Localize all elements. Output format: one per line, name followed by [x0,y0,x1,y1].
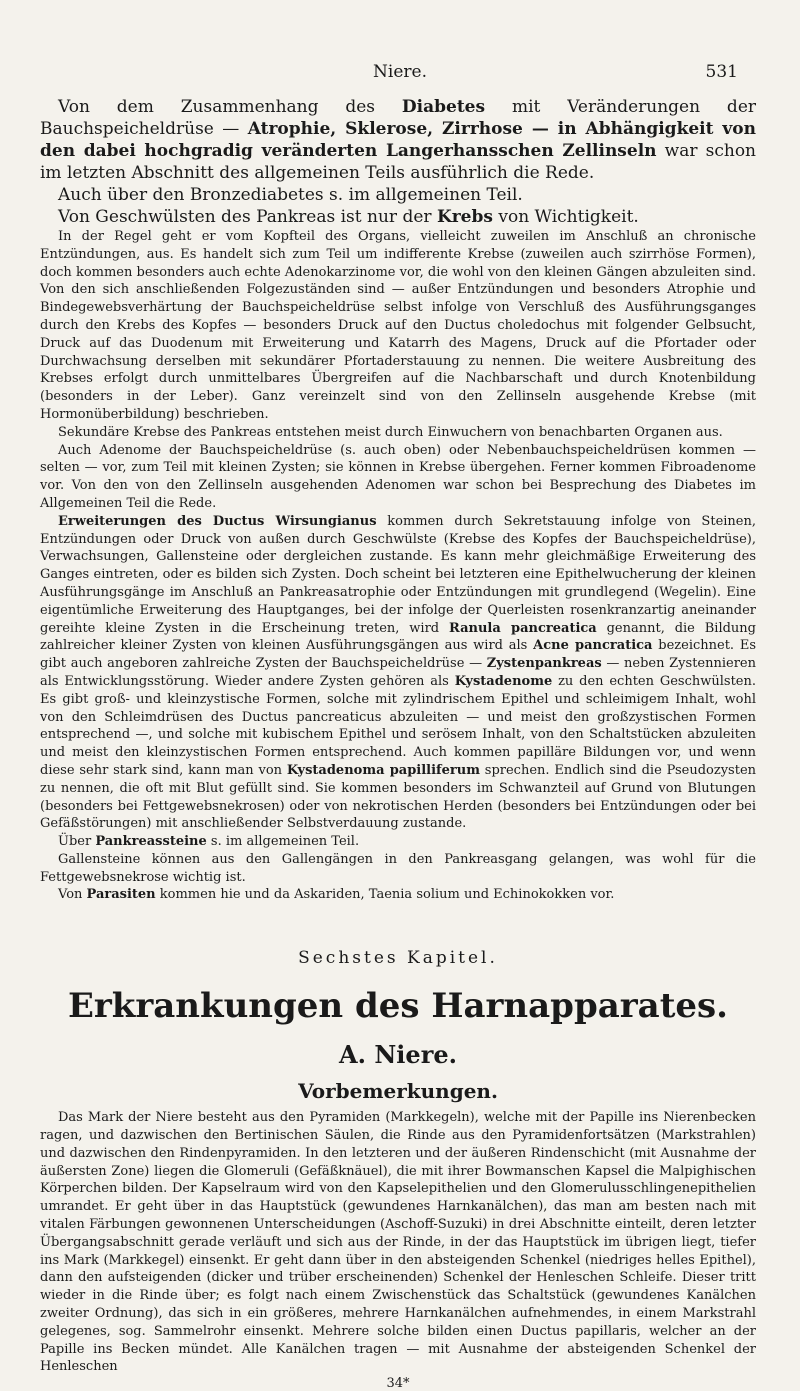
paragraph-erweiterungen: Erweiterungen des Ductus Wirsungianus kommen durch Sekretstauung infolge von Steinen, Entzündungen oder Druck von außen durch Geschwülste (Krebse des Kopfes der Bauchspeicheldrüse), Verwachsungen, Gallensteine oder dergleichen zustande. Es kann mehr gleichmäßige Erweiterung des Ganges eintreten, oder es bilden sich Zysten. Doch scheint bei letzteren eine Epithelwucherung der kleinen Ausführungsgänge im Anschluß an Pankreasatrophie oder Entzündungen mit grundlegend (Wegelin). Eine eigentümliche Erweiterung des Hauptganges, bei der infolge der Querleisten rosenkranzartig aneinander gereihte kleine Zysten in die Erscheinung treten, wird Ranula pancreatica genannt, die Bildung zahlreicher kleiner Zysten von kleinen Ausführungsgängen aus wird als Acne pancratica bezeichnet. Es gibt auch angeboren zahlreiche Zysten der Bauchspeicheldrüse — Zystenpankreas — neben Zystennieren als Entwicklungsstörung. Wieder andere Zysten gehören als Kystadenome zu den echten Geschwülsten. Es gibt groß- und kleinzystische Formen, solche mit zylindrischem Epithel und schleimigem Inhalt, wohl von den Schleimdrüsen des Ductus pancreaticus abzuleiten — und meist den großzystischen Formen entsprechend —, und solche mit kubischem Epithel und serösem Inhalt, von den Schaltstücken abzuleiten und meist den kleinzystischen Formen entsprechend. Auch kommen papilläre Bildungen vor, und wenn diese sehr stark sind, kann man von Kystadenoma papilliferum sprechen. Endlich sind die Pseudozysten zu nennen, die oft mit Blut gefüllt sind. Sie kommen besonders im Schwanzteil auf Grund von Blutungen (besonders bei Fettgewebsnekrosen) oder von nekrotischen Herden (besonders bei Entzündungen oder bei Gefäßstörungen) mit anschließender Selbstverdauung zustande. [40,513,757,832]
paragraph-adenome: Auch Adenome der Bauchspeicheldrüse (s. auch oben) oder Nebenbauchspeicheldrüsen kommen — selten — vor, zum Teil mit kleinen Zysten; sie können in Krebse übergehen. Ferner kommen Fibroadenome vor. Von den von den Zellinseln ausgehenden Adenomen war schon bei Besprechung des Diabetes im Allgemeinen Teil die Rede. [40,442,756,511]
paragraph-niere-anatomie: Das Mark der Niere besteht aus den Pyramiden (Markkegeln), welche mit der Papille ins Nierenbecken ragen, und dazwischen den Bertinischen Säulen, die Rinde aus den Pyramidenfortsätzen (Markstrahlen) und dazwischen den Rindenpyramiden. In den letzteren und der äußeren Rindenschicht (mit Ausnahme der äußersten Zone) liegen die Glomeruli (Gefäßknäuel), die mit ihrer Bowmanschen Kapsel die Malpighischen Körperchen bilden. Der Kapselraum wird von den Kapselepithelien und den Glomerulusschlingenepithelien umrandet. Er geht über in das Hauptstück (gewundenes Harnkanälchen), das man am besten nach mit vitalen Färbungen gewonnenen Unterscheidungen (Aschoff-Suzuki) in drei Abschnitte einteilt, deren letzter Übergangsabschnitt gerade verläuft und sich aus der Rinde, in der das Hauptstück im übrigen liegt, tiefer ins Mark (Markkegel) einsenkt. Er geht dann über in den absteigenden Schenkel (niedriges helles Epithel), dann den aufsteigenden (dicker und trüber erscheinenden) Schenkel der Henleschen Schleife. Dieser tritt wieder in die Rinde über; es folgt nach einem Zwischenstück das Schaltstück (gewundenes Kanälchen zweiter Ordnung), das sich in ein größeres, mehrere Harnkanälchen aufnehmendes, in einem Markstrahl gelegenes, sog. Sammelrohr einsenkt. Mehrere solche bilden einen Ductus papillaris, welcher an der Papille ins Becken mündet. Alle Kanälchen tragen — mit Ausnahme der absteigenden Schenkel der Henleschen [40,1110,756,1375]
signature-mark: 34* [386,1376,410,1391]
subsection-title: Vorbemerkungen. [298,1079,498,1104]
paragraph-geschwuelste: Von Geschwülsten des Pankreas ist nur der Krebs von Wichtigkeit. [58,207,639,227]
paragraph-diabetes: Von dem Zusammenhang des Diabetes mit Veränderungen der Bauchspeicheldrüse — Atrophie, Sklerose, Zirrhose — in Abhängigkeit von den dabei hochgradig veränderten Langerhansschen Zellinseln war schon im letzten Abschnitt des allgemeinen Teils ausführlich die Rede. [40,97,756,183]
page-body [40,96,756,1391]
paragraph-parasiten: Von Parasiten kommen hie und da Askariden, Taenia solium und Echinokokken vor. [58,887,615,903]
page-number: 531 [705,62,738,82]
paragraph-gallensteine: Gallensteine können aus den Gallengängen in den Pankreasgang gelangen, was wohl für die Fettgewebsnekrose wichtig ist. [40,851,756,885]
paragraph-bronzediabetes: Auch über den Bronzediabetes s. im allgemeinen Teil. [58,185,523,205]
paragraph-sekundaere-krebse: Sekundäre Krebse des Pankreas entstehen meist durch Einwuchern von benachbarten Organen aus. [58,424,723,440]
section-title: A. Niere. [339,1040,457,1070]
running-title: Niere. [373,62,427,82]
running-header [0,62,800,86]
paragraph-krebs-details: In der Regel geht er vom Kopfteil des Organs, vielleicht zuweilen im Anschluß an chronische Entzündungen, aus. Es handelt sich zum Teil um indifferente Krebse (zuweilen auch szirrhöse Formen), doch kommen besonders auch echte Adenokarzinome vor, die wohl von den kleinen Gängen abzuleiten sind. Von den sich anschließenden Folgezuständen sind — außer Entzündungen und besonders Atrophie und Bindegewebsverhärtung der Bauchspeicheldrüse selbst infolge von Verschluß des Ausführungsganges durch den Krebs des Kopfes — besonders Druck auf den Ductus choledochus mit folgender Gelbsucht, Druck auf das Duodenum mit Erweiterung und Katarrh des Magens, Druck auf die Pfortader oder Durchwachsung derselben mit sekundärer Pfortaderstauung zu nennen. Die weitere Ausbreitung des Krebses erfolgt durch unmittelbares Übergreifen auf die Nachbarschaft und durch Knotenbildung (besonders in der Leber). Ganz vereinzelt sind von den Zellinseln ausgehende Krebse (mit Hormonüberbildung) beschrieben. [40,229,756,422]
chapter-label: Sechstes Kapitel. [298,948,498,969]
paragraph-pankreassteine: Über Pankreassteine s. im allgemeinen Teil. [58,834,360,850]
chapter-title: Erkrankungen des Harnapparates. [67,986,729,1027]
